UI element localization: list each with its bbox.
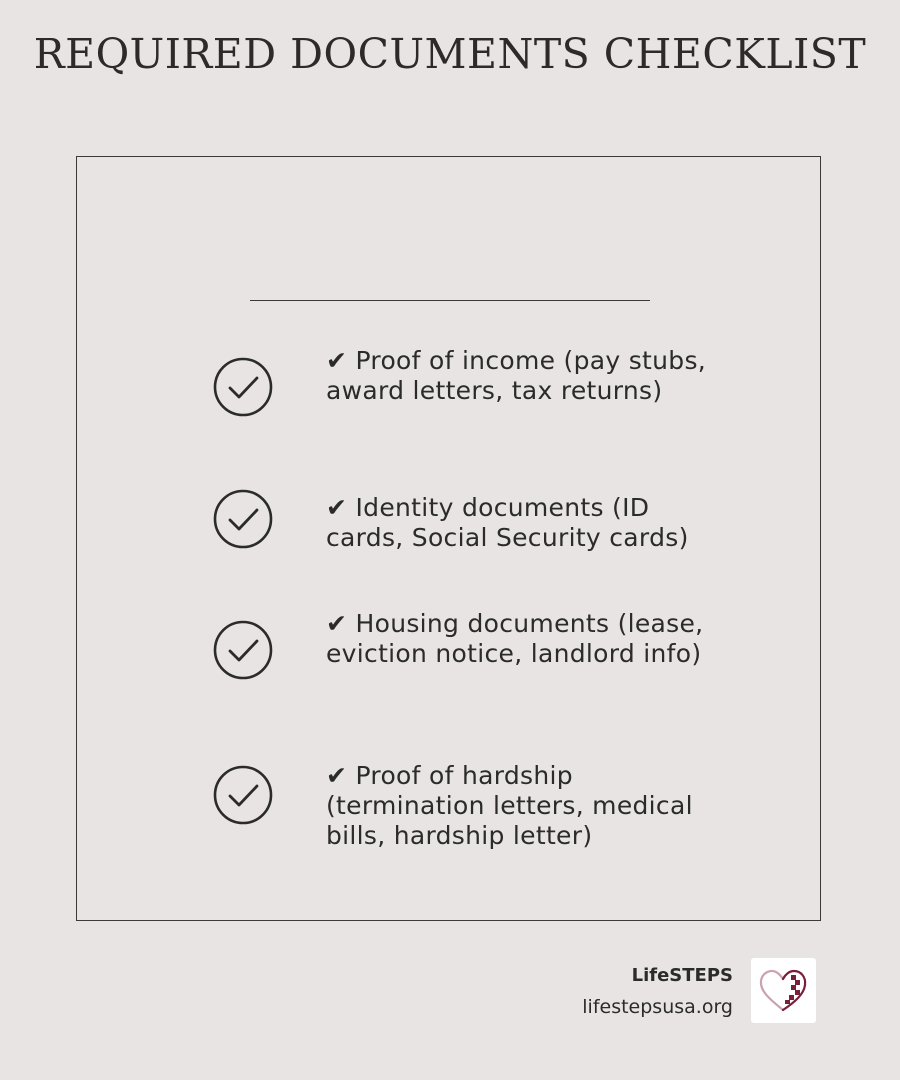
- checklist-item-text: ✔ Proof of income (pay stubs, award letters, tax returns): [326, 346, 707, 405]
- heart-stairs-logo-icon: [751, 958, 816, 1023]
- check-circle-icon: [212, 619, 274, 681]
- checklist-item-text: ✔ Housing documents (lease, eviction notice, landlord info): [326, 609, 704, 668]
- divider-line: [250, 300, 650, 301]
- check-circle-icon: [212, 488, 274, 550]
- page-title: REQUIRED DOCUMENTS CHECKLIST: [33, 30, 867, 78]
- website-link[interactable]: lifestepsusa.org: [582, 996, 733, 1018]
- checklist-item-text: ✔ Proof of hardship (termination letters, medical bills, hardship letter): [326, 761, 693, 850]
- check-circle-icon: [212, 764, 274, 826]
- checklist-item-text: ✔ Identity documents (ID cards, Social Security cards): [326, 493, 689, 552]
- brand-logo: [751, 958, 816, 1023]
- check-circle-icon: [212, 356, 274, 418]
- brand-name: LifeSTEPS: [631, 965, 733, 986]
